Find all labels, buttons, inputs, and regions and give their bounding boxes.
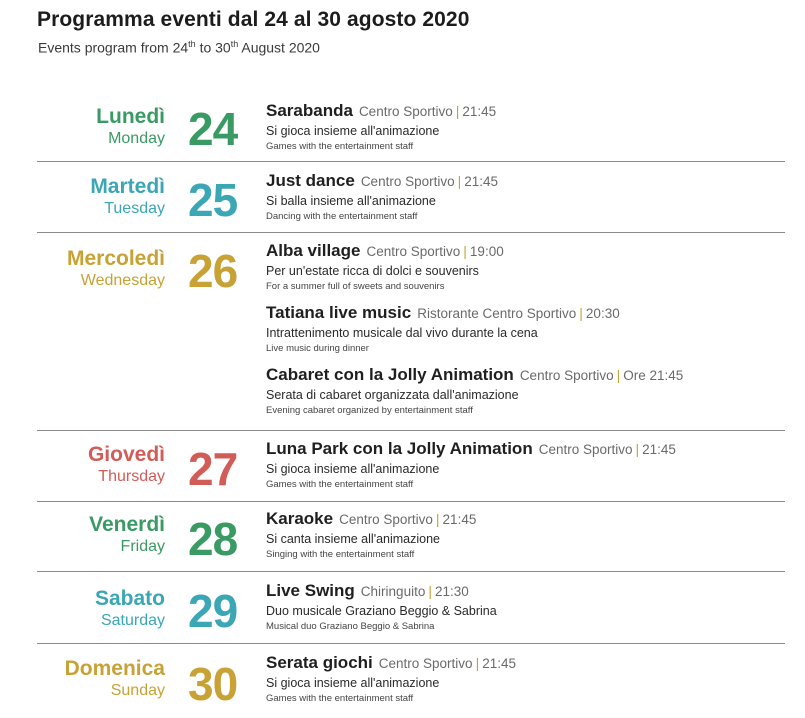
event-item <box>266 170 786 224</box>
day-name-english: Saturday <box>100 612 165 629</box>
day-name <box>95 586 165 631</box>
event-title: Just dance <box>266 171 355 190</box>
day-name-english: Tuesday <box>104 200 165 217</box>
separator-bar: | <box>475 655 480 671</box>
event-title: Serata giochi <box>266 653 373 672</box>
event-header <box>266 170 786 193</box>
separator-bar: | <box>435 511 440 527</box>
event-item <box>266 652 786 706</box>
event-description-english: Evening cabaret organized by entertainment staff <box>266 405 473 416</box>
event-header <box>266 240 786 263</box>
day-name-italian: Giovedì <box>87 443 165 466</box>
separator-bar: | <box>428 583 432 599</box>
day-number: 24 <box>188 103 238 155</box>
day-name <box>90 174 165 219</box>
separator-bar: | <box>579 305 583 321</box>
day-name-italian: Martedì <box>90 175 165 198</box>
event-description-italian: Si gioca insieme all'animazione <box>266 676 440 690</box>
event-description-english: Singing with the entertainment staff <box>266 549 415 560</box>
day-number: 28 <box>188 513 238 565</box>
separator-bar: | <box>616 367 621 383</box>
day-name-italian: Venerdì <box>89 513 165 536</box>
event-time: 21:45 <box>462 104 497 119</box>
event-title: Alba village <box>266 241 361 260</box>
event-time: 21:45 <box>642 442 676 457</box>
subtitle-sup-end: th <box>230 39 239 49</box>
day-name-english: Thursday <box>98 468 165 485</box>
event-time: 21:45 <box>482 656 516 671</box>
event-description-english: Musical duo Graziano Beggio & Sabrina <box>266 621 435 632</box>
event-item <box>266 580 786 634</box>
separator-bar: | <box>455 103 460 119</box>
day-name-english: Sunday <box>110 682 165 699</box>
event-title: Luna Park con la Jolly Animation <box>266 439 533 458</box>
event-header <box>266 364 786 387</box>
event-header <box>266 508 786 531</box>
event-location: Centro Sportivo <box>339 512 433 527</box>
day-divider <box>37 501 785 502</box>
separator-bar: | <box>635 441 640 457</box>
event-location: Ristorante Centro Sportivo <box>417 306 577 321</box>
day-name-italian: Domenica <box>64 657 165 680</box>
event-description-english: Live music during dinner <box>266 343 369 354</box>
event-header <box>266 580 786 603</box>
subtitle-sup-start: th <box>188 39 196 49</box>
day-name <box>96 104 165 149</box>
day-divider <box>37 643 785 644</box>
event-description-italian: Per un'estate ricca di dolci e souvenirs <box>266 264 479 278</box>
event-description-english: Games with the entertainment staff <box>266 141 414 152</box>
event-description-italian: Si gioca insieme all'animazione <box>266 462 440 476</box>
event-title: Live Swing <box>266 581 355 600</box>
day-name-italian: Lunedì <box>96 105 165 128</box>
event-item <box>266 100 786 154</box>
event-description-english: Games with the entertainment staff <box>266 479 414 490</box>
event-location: Centro Sportivo <box>360 174 455 189</box>
subtitle-text-end: August 2020 <box>238 39 320 56</box>
event-header <box>266 100 786 123</box>
event-title: Tatiana live music <box>266 303 412 322</box>
day-name <box>65 656 165 701</box>
event-item <box>266 240 786 294</box>
event-header <box>266 302 786 325</box>
event-title: Cabaret con la Jolly Animation <box>266 365 514 384</box>
subtitle-text-mid: to 30 <box>195 39 231 56</box>
day-divider <box>37 161 785 162</box>
event-description-italian: Serata di cabaret organizzata dall'animazione <box>266 388 519 402</box>
event-location: Centro Sportivo <box>538 442 633 457</box>
day-name-italian: Sabato <box>94 587 165 610</box>
subtitle-text-start: Events program from 24 <box>38 39 189 56</box>
event-item <box>266 302 786 356</box>
event-item <box>266 364 786 418</box>
event-description-italian: Duo musicale Graziano Beggio & Sabrina <box>266 604 497 618</box>
event-time: 21:45 <box>464 174 499 189</box>
event-description-italian: Si canta insieme all'animazione <box>266 532 441 546</box>
event-item <box>266 508 786 562</box>
day-name-english: Friday <box>120 538 165 555</box>
event-description-english: Dancing with the entertainment staff <box>266 211 418 222</box>
day-name-english: Monday <box>108 130 165 147</box>
event-time: 21:45 <box>442 512 477 527</box>
day-divider <box>37 232 785 233</box>
event-title: Sarabanda <box>266 101 353 120</box>
day-number: 26 <box>188 245 238 297</box>
event-time: 21:30 <box>434 584 469 599</box>
day-number: 29 <box>188 585 238 637</box>
separator-bar: | <box>463 243 467 259</box>
event-time: 20:30 <box>585 306 620 321</box>
event-location: Centro Sportivo <box>358 104 453 119</box>
day-name-italian: Mercoledì <box>66 247 165 270</box>
day-name <box>67 246 165 291</box>
event-title: Karaoke <box>266 509 334 528</box>
day-name-english: Wednesday <box>80 272 165 289</box>
event-location: Chiringuito <box>360 584 426 599</box>
event-description-italian: Si gioca insieme all'animazione <box>266 124 440 138</box>
event-location: Centro Sportivo <box>519 368 614 383</box>
event-time: 19:00 <box>469 244 504 259</box>
event-header <box>266 652 786 675</box>
event-description-italian: Si balla insieme all'animazione <box>266 194 436 208</box>
day-divider <box>37 430 785 431</box>
day-name <box>89 512 165 557</box>
event-description-italian: Intrattenimento musicale dal vivo durante la cena <box>266 326 538 340</box>
event-location: Centro Sportivo <box>366 244 461 259</box>
day-divider <box>37 571 785 572</box>
day-number: 30 <box>188 658 238 710</box>
day-number: 25 <box>188 174 238 226</box>
event-header <box>266 438 786 461</box>
event-location: Centro Sportivo <box>378 656 473 671</box>
event-description-english: For a summer full of sweets and souvenirs <box>266 281 445 292</box>
day-number: 27 <box>188 443 238 495</box>
event-description-english: Games with the entertainment staff <box>266 693 414 704</box>
day-name <box>88 442 165 487</box>
page-title: Programma eventi dal 24 al 30 agosto 2020 <box>37 8 470 31</box>
separator-bar: | <box>457 173 462 189</box>
event-time: Ore 21:45 <box>623 368 684 383</box>
event-item <box>266 438 786 492</box>
